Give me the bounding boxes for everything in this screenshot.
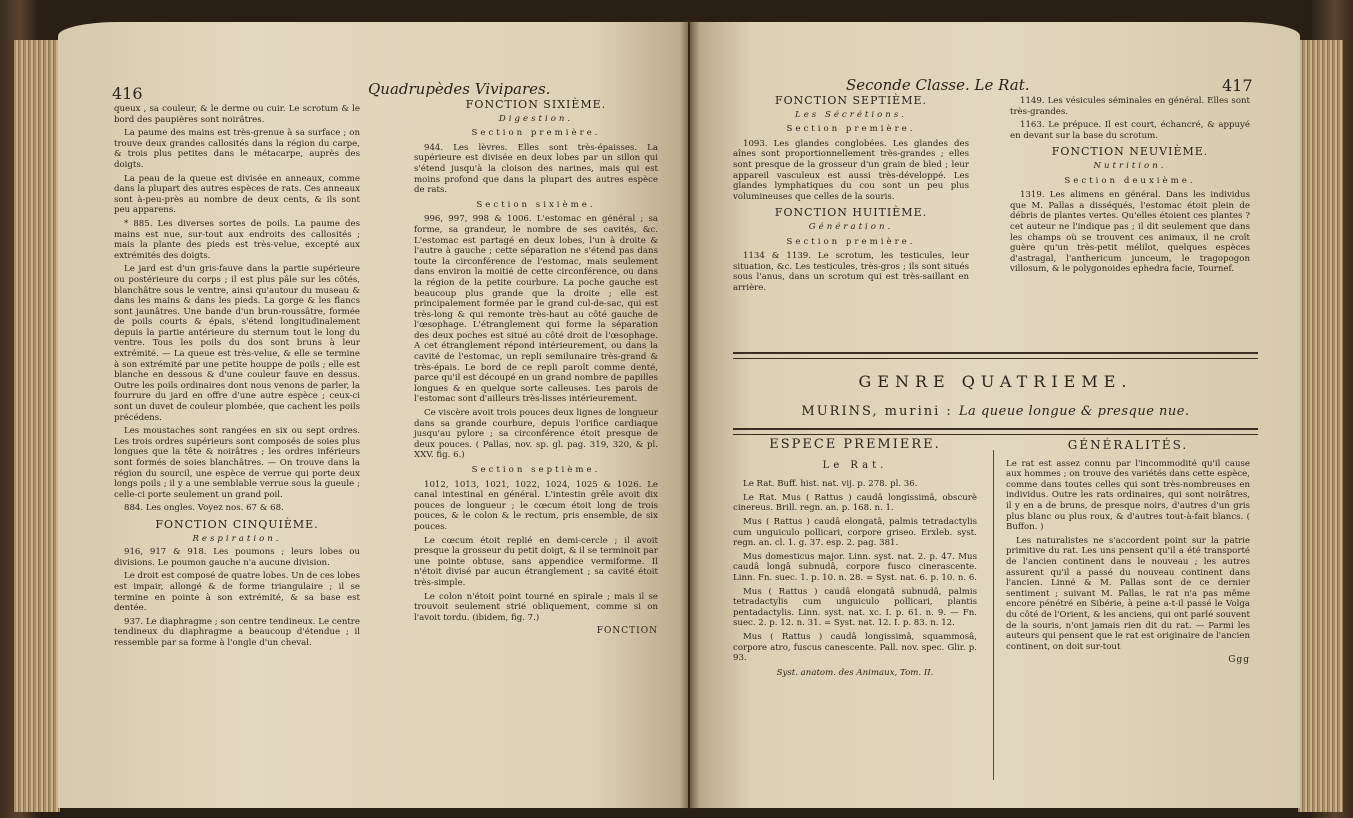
section-label: Section sixième.: [476, 199, 596, 210]
paragraph: 937. Le diaphragme ; son centre tendineux. Le centre tendineux du diaphragme a beaucoup d'étendue ; il ressemble par sa forme à l'ongle d'un cheval.: [114, 616, 360, 648]
subsection-heading: Les Sécrétions.: [795, 109, 907, 120]
paragraph: 1134 & 1139. Le scrotum, les testicules, leur situation, &c. Les testicules, très-gros ; ils sont situés sous l'anus, dans un scrotum qui est très-saillant en arrière.: [733, 251, 969, 293]
double-rule-top: [733, 352, 1258, 359]
paragraph: Le jard est d'un gris-fauve dans la partie supérieure ou postérieure du corps ; il est plus pâle sur les côtés, blanchâtre sous le ventre, ainsi qu'autour du museau & dans les mains & dans les pieds. La gorge & les flancs sont jaunâtres. Une bande d'un brun-roussâtre, formée de poils courts & épais, s'étend longitudinalement depuis la partie antérieure du sternum tout le long du ventre. Tous les poils du dos sont bruns à leur extrémité. — La queue est très-velue, & elle se termine à son extrémité par une petite houppe de poils ; elle est blanche en dessous & d'une couleur fauve en dessus. Outre les poils ordinaires dont nous venons de parler, la fourrure du jard en offre d'une autre espèce ; ceux-ci sont un duvet de couleur plombée, que cachent les poils précédens.: [114, 264, 360, 423]
synonymy-entry: Le Rat. Mus ( Rattus ) caudâ longissimâ, obscurè cinereus. Brill. regn. an. p. 168. n. 1.: [733, 492, 977, 514]
signature-mark: Ggg: [1228, 655, 1250, 666]
genre-subtitle-plain: MURINS, murini :: [801, 404, 953, 419]
paragraph: 996, 997, 998 & 1006. L'estomac en général ; sa forme, sa grandeur, le nombre de ses cavités, &c. L'estomac est partagé en deux lobes, l'un à droite & l'autre à gauche ; cette séparation ne s'étend pas dans toute la circonférence de l'estomac, mais seulement dans environ la moitié de cette circonférence, ou dans la région de la petite courbure. La poche gauche est beaucoup plus grande que la droite ; elle est principalement formée par le grand cul-de-sac, qui est très-long & qui remonte très-haut au côté gauche de l'œsophage. L'étranglement qui forme la séparation des deux poches est situé au côté droit de l'œsophage. A cet étranglement répond intérieurement, ou dans la cavité de l'estomac, un repli semilunaire très-grand & très-épais. Le bord de ce repli paroît comme denté, parce qu'il est découpé en un grand nombre de papilles longues & en quelque sorte calleuses. Les parois de l'estomac sont d'ailleurs très-lisses intérieurement.: [414, 214, 658, 405]
synonymy-entry: Mus ( Rattus ) caudâ elongatâ, palmis tetradactylis cum unguiculo pollicari, corpore griseo. Erxleb. syst. regn. an. cl. 1. g. 37. esp. 2. pag. 381.: [733, 516, 977, 549]
synonymy-entry: Mus ( Rattus ) caudâ elongatâ subnudâ, palmis tetradactylis cum unguiculo pollicari, plantis pentadactylis. Linn. syst. nat. xc. I. p. 61. n. 9. — Fn. suec. 2. p. 12. n. 31. = Syst. nat. 12. I. p. 83. n. 12.: [733, 586, 977, 629]
left-column-1: [114, 104, 360, 652]
paragraph: 884. Les ongles. Voyez nos. 67 & 68.: [124, 503, 284, 514]
paragraph: La peau de la queue est divisée en anneaux, comme dans la plupart des autres espèces de rats. Ces anneaux sont à-peu-près au nombre de deux cents, & ils sont peu apparens.: [114, 173, 360, 216]
right-page-number: 417: [1222, 76, 1253, 95]
genre-title: GENRE QUATRIEME.: [858, 372, 1133, 391]
section-heading: FONCTION SIXIÈME.: [465, 98, 607, 111]
footer-signature-line: Syst. anatom. des Animaux, Tom. II.: [776, 667, 934, 678]
subsection-heading: Respiration.: [192, 533, 282, 544]
paragraph: La paume des mains est très-grenue à sa surface ; on trouve deux grandes callosités dans la région du carpe, & trois plus petites dans le métacarpe, auprès des doigts.: [114, 128, 360, 170]
right-column-1: [733, 96, 969, 297]
paragraph: 1012, 1013, 1021, 1022, 1024, 1025 & 1026. Le canal intestinal en général. L'intestin grêle avoit dix pouces de longueur ; le cœcum étoit long de trois pouces, & le colon & le rectum, pris ensemble, de six pouces.: [414, 479, 658, 532]
genre-subtitle-italic: La queue longue & presque nue.: [958, 404, 1190, 419]
synonymy-entry: Le Rat. Buff. hist. nat. vij. p. 278. pl. 36.: [743, 479, 918, 490]
paragraph: * 885. Les diverses sortes de poils. La paume des mains est nue, sur-tout aux endroits des callosités ; mais la plante des pieds est très-velue, excepté aux extrémités des doigts.: [114, 218, 360, 261]
paragraph: Les moustaches sont rangées en six ou sept ordres. Les trois ordres supérieurs sont composés de soies plus longues que la tête & noirâtres ; les ordres inférieurs sont formés de soies blanchâtres. — On trouve dans la région du sourcil, une espèce de verrue qui porte deux longs poils ; il y a une semblable verrue sous la gueule ; celle-ci porte seulement un grand poil.: [114, 426, 360, 500]
section-label: Section première.: [786, 124, 916, 135]
subsection-heading: Nutrition.: [1093, 160, 1167, 171]
paragraph: 916, 917 & 918. Les poumons ; leurs lobes ou divisions. Le poumon gauche n'a aucune division.: [114, 547, 360, 568]
section-heading: FONCTION SEPTIÈME.: [775, 94, 927, 107]
subsection-heading: Génération.: [808, 221, 894, 232]
paragraph: queux , sa couleur, & le derme ou cuir. Le scrotum & le bord des paupières sont noirâtres.: [114, 104, 360, 125]
left-page-edges: [14, 40, 60, 812]
paragraph: 1149. Les vésicules séminales en général. Elles sont très-grandes.: [1010, 96, 1250, 117]
paragraph: 1093. Les glandes conglobées. Les glandes des aînes sont proportionnellement très-grandes ; elles sont presque de la grosseur d'un grain de bled ; leur appareil vasculeux est aussi très-développé. Les glandes lymphatiques du cou sont un peu plus volumineuses que celles de la souris.: [733, 138, 969, 202]
paragraph: Les naturalistes ne s'accordent point sur la patrie primitive du rat. Les uns pensent qu'il a été transporté de l'ancien continent dans le nouveau ; les autres assurent qu'il a passé du nouveau continent dans l'ancien. Linné & M. Pallas sont de ce dernier sentiment ; suivant M. Pallas, le rat n'a pas même encore pénétré en Sibérie, à peine a-t-il passé le Volga du côté de l'Orient, & les anciens, qui ont parlé souvent de la souris, n'ont jamais rien dit du rat. — Parmi les auteurs qui pensent que le rat est originaire de l'ancien continent, on doit sur-tout: [1006, 535, 1250, 652]
generalites-column: [1006, 440, 1250, 666]
left-running-head: Quadrupèdes Vivipares.: [368, 80, 551, 98]
synonymy-entry: Mus ( Rattus ) caudâ longissimâ, squammosâ, corpore atro, fuscus canescente. Pall. nov. spec. Glir. p. 93.: [733, 631, 977, 664]
paragraph: Ce viscère avoit trois pouces deux lignes de longueur dans sa grande courbure, depuis l'orifice cardiaque jusqu'au pylore ; sa circonférence étoit presque de deux pouces. ( Pallas, nov. sp. gl. pag. 319, 320, & pl. XXV. fig. 6.): [414, 408, 658, 461]
section-heading: FONCTION HUITIÈME.: [774, 206, 928, 220]
paragraph: Le rat est assez connu par l'incommodité qu'il cause aux hommes ; on trouve des variétés dans cette espèce, comme dans toutes celles qui sont très-nombreuses en individus. Outre les rats ordinaires, qui sont noirâtres, il y en a de bruns, de presque noirs, d'autres d'un gris plus blanc ou plus roux, & d'autres tout-à-fait blancs. ( Buffon. ): [1006, 458, 1250, 533]
left-column-2: [414, 100, 658, 637]
espece-name: Le Rat.: [822, 459, 888, 471]
generalites-title: GÉNÉRALITÉS.: [1067, 438, 1189, 452]
synonymy-entry: Mus domesticus major. Linn. syst. nat. 2. p. 47. Mus caudâ longâ subnudâ, corpore fusco cinerascente. Linn. Fn. suec. 1. p. 10. n. 28. = Syst. nat. 6. p. 10. n. 6.: [733, 551, 978, 583]
section-heading: FONCTION CINQUIÈME.: [155, 517, 319, 531]
paragraph: 1319. Les alimens en général. Dans les individus que M. Pallas a disséqués, l'estomac étoit plein de débris de plantes vertes. Qu'elles étoient ces plantes ? cet auteur ne l'indique pas ; il dit seulement que dans les champs où se trouvent ces animaux, il ne croît guère qu'un très-petit mélilot, quelques espèces d'astragal, l'anthericum junceum, le tragopogon villosum, & le polygonoides ephedra facie, Tournef.: [1010, 190, 1250, 275]
section-label: Section septième.: [471, 465, 601, 475]
column-divider: [993, 450, 994, 780]
paragraph: Le cœcum étoit replié en demi-cercle ; il avoit presque la grosseur du petit doigt, & il se terminoit par une pointe obtuse, sans appendice vermiforme. Il n'étoit divisé par aucun étranglement ; sa cavité étoit très-simple.: [414, 535, 658, 588]
genre-subtitle: [733, 404, 1258, 419]
right-page-edges: [1298, 40, 1343, 812]
paragraph: Le droit est composé de quatre lobes. Un de ces lobes est impair, allongé & de forme triangulaire ; il se termine en pointe à son extrémité, & sa base est dentée.: [114, 571, 360, 614]
double-rule-bottom: [733, 428, 1258, 435]
paragraph: 1163. Le prépuce. Il est court, échancré, & appuyé en devant sur la base du scrotum.: [1010, 120, 1250, 141]
book-gutter: [680, 20, 700, 810]
right-running-head: Seconde Classe. Le Rat.: [846, 76, 1030, 94]
section-heading: FONCTION NEUVIÈME.: [1051, 145, 1209, 159]
left-page-number: 416: [112, 84, 143, 103]
paragraph: 944. Les lèvres. Elles sont très-épaisses. La supérieure est divisée en deux lobes par un sillon qui s'étend jusqu'à la cloison des narines, mais qui est moins profond que dans la plupart des autres espèce de rats.: [414, 142, 658, 196]
section-label: Section première.: [471, 128, 601, 139]
espece-column: [733, 437, 978, 681]
paragraph: Le colon n'étoit point tourné en spirale ; mais il se trouvoit seulement strié obliquement, comme si on l'avoit tordu. (ibidem, fig. 7.): [414, 591, 658, 623]
right-column-2: [1010, 96, 1250, 278]
section-label: Section première.: [786, 236, 916, 247]
subsection-heading: Digestion.: [498, 113, 574, 124]
section-label: Section deuxième.: [1064, 175, 1196, 186]
espece-title: ESPECE PREMIERE.: [769, 437, 941, 452]
catchword: FONCTION: [596, 626, 658, 637]
